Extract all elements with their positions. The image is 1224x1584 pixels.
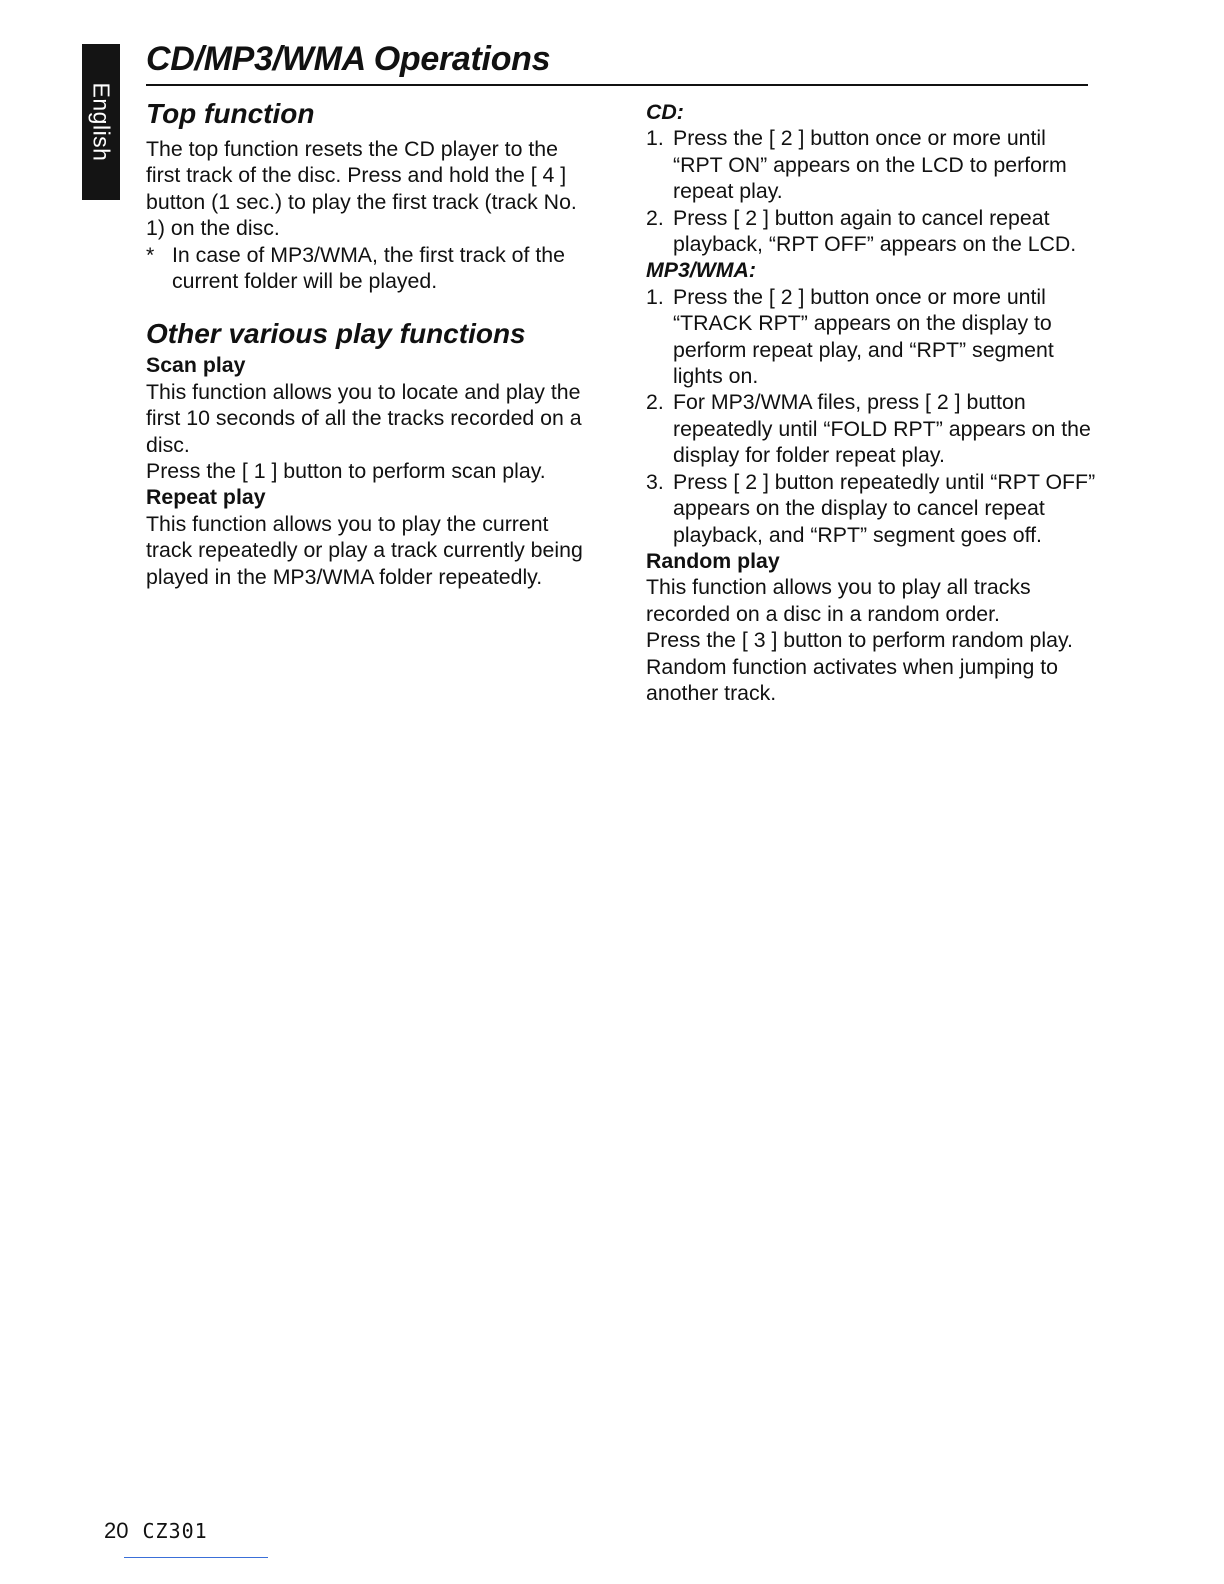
note-asterisk: * [146, 242, 155, 267]
repeat-play-paragraph: This function allows you to play the current track repeatedly or play a track currently being played in the MP3/WMA folder repeatedly. [146, 511, 583, 589]
left-column [146, 96, 596, 590]
random-play-paragraph: This function allows you to play all tracks recorded on a disc in a random order. [646, 575, 1031, 626]
scan-play-instruction: Press the [ 1 ] button to perform scan play. [146, 459, 546, 484]
mp3-wma-steps [646, 284, 1096, 548]
top-function-heading: Top function [146, 98, 315, 129]
page-footer [104, 1518, 208, 1544]
other-functions-heading: Other various play functions [146, 318, 526, 350]
list-item: 3. Press [ 2 ] button repeatedly until “RPT OFF” appears on the display to cancel repeat playback, and “RPT” segment goes off. [646, 469, 1096, 547]
scan-play-title: Scan play [146, 353, 246, 378]
model-number: CZ301 [142, 1519, 208, 1543]
title-rule [146, 84, 1088, 86]
footer-rule [124, 1557, 268, 1558]
list-item: 1. Press the [ 2 ] button once or more until “TRACK RPT” appears on the display to perform repeat play, and “RPT” segment lights on. [646, 284, 1054, 389]
language-tab [82, 44, 120, 200]
top-function-paragraph: The top function resets the CD player to the first track of the disc. Press and hold the [ 4 ] button (1 sec.) to play the first track (track No. 1) on the disc. [146, 137, 577, 241]
right-column [646, 99, 1096, 706]
top-function-note [146, 242, 596, 295]
repeat-play-title: Repeat play [146, 485, 266, 510]
page-title: CD/MP3/WMA Operations [146, 40, 551, 78]
list-item: 1. Press the [ 2 ] button once or more until “RPT ON” appears on the LCD to perform repeat play. [646, 126, 1067, 204]
cd-steps [646, 125, 1096, 257]
random-play-instruction: Press the [ 3 ] button to perform random play. [646, 628, 1073, 653]
page-number: 20 [104, 1518, 129, 1543]
language-tab-label: English [88, 82, 115, 162]
list-item: 2. For MP3/WMA files, press [ 2 ] button repeatedly until “FOLD RPT” appears on the display for folder repeat play. [646, 390, 1091, 468]
cd-label: CD: [646, 100, 684, 124]
mp3-wma-label: MP3/WMA: [646, 258, 757, 283]
list-item: 2. Press [ 2 ] button again to cancel repeat playback, “RPT OFF” appears on the LCD. [646, 205, 1077, 257]
scan-play-paragraph: This function allows you to locate and play the first 10 seconds of all the tracks recorded on a disc. [146, 379, 582, 457]
random-play-title: Random play [646, 548, 780, 573]
note-text: In case of MP3/WMA, the first track of the current folder will be played. [172, 242, 565, 294]
random-play-note: Random function activates when jumping to another track. [646, 654, 1058, 705]
